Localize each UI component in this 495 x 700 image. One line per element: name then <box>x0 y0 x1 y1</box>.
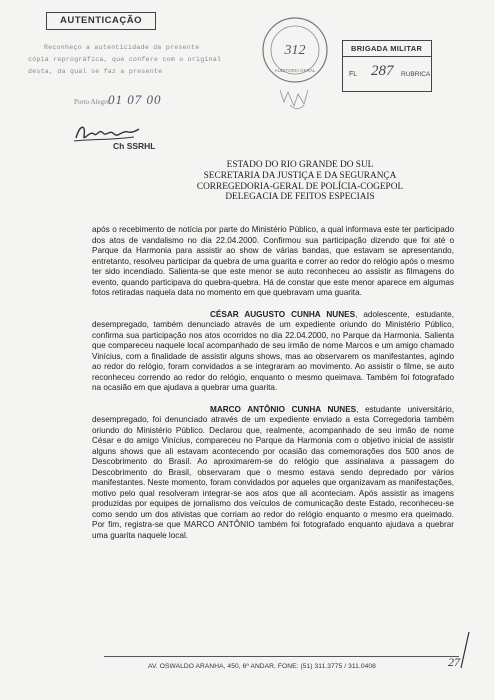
person-name: CÉSAR AUGUSTO CUNHA NUNES <box>210 309 356 319</box>
paragraph-1: após o recebimento de notícia por parte do Ministério Público, a qual informava este ter participado dos atos de vandalismo no dia 22.04.2000. Confirmou sua participação dizendo que foi até o Parque da Harmonia para assistir ao show de várias bandas, que estavam se apresentando, entretanto, resolveu participar da quebra de uma guarita e correr ao redor do relógio após o mesmo ter sido incendiado. Salienta-se que este menor se auto reconheceu ao assistir as filmagens do evento, quando participava do quebra-quebra. Há de constar que este menor aparece em algumas fotos retiradas naquela data no momento em que quebravam uma guarita. <box>92 225 454 297</box>
seal-text: AUDITORIA GERAL <box>274 68 316 73</box>
brigada-fl-label: FL <box>349 71 358 78</box>
header-secretariat: SECRETARIA DA JUSTIÇA E DA SEGURANÇA <box>203 170 397 181</box>
brigada-fl-number: 287 <box>371 63 394 79</box>
authentication-date-label: Porto Alegre, <box>74 98 112 106</box>
header-corregedoria: CORREGEDORIA-GERAL DE POLÍCIA-COGEPOL <box>196 181 404 192</box>
brigada-stamp-row <box>343 57 431 91</box>
page-number: 27 <box>448 655 460 669</box>
brigada-rubrica-label: RUBRICA <box>401 71 431 78</box>
footer-address: AV. OSWALDO ARANHA, 450, 6º ANDAR, FONE: (51) 311.3775 / 311.0408 <box>148 663 376 670</box>
authentication-officer: Ch SSRHL <box>113 141 156 151</box>
document-body <box>92 225 454 551</box>
official-seal-icon <box>250 10 340 120</box>
authentication-stamp-title: AUTENTICAÇÃO <box>46 12 156 30</box>
authentication-date: 01 07 00 <box>108 92 162 107</box>
paragraph-3-text: , estudante universitário, desempregado, foi denunciado através de um expediente enviado a esta Corregedoria também oriundo do Ministério Público. Declarou que, realmente, acompanhado de seu irmão de nome César e do amigo Vinícius, compareceu no Parque da Harmonia com o objetivo inicial de assistir alguns shows que ali estavam acontecendo por ocasião das comemorações dos 500 anos de Descobrimento do Brasil. Ao aproximarem-se do relógio que assinalava a passagem do Descobrimento do Brasil, observaram que o mesmo estava sendo depredado por vários manifestantes. Neste momento, foram convidados por aqueles que organizavam as manifestações, motivo pelo qual resolveram integrar-se aos atos que ali aconteciam. Após assistir as imagens produzidas por equipes de jornalismo dos veículos de comunicação deste Estado, reconheceu-se como sendo um dos ativistas que corriam ao redor do relógio enquanto o mesmo era queimado. Por fim, registra-se que MARCO ANTÔNIO também foi fotografado enquanto ajudava a quebrar uma guarita naquele local. <box>92 404 454 540</box>
person-name: MARCO ANTÔNIO CUNHA NUNES <box>210 404 357 414</box>
brigada-militar-stamp <box>342 40 432 92</box>
authentication-stamp <box>28 12 222 151</box>
header-state: ESTADO DO RIO GRANDE DO SUL <box>226 160 374 170</box>
paragraph-3 <box>92 405 454 542</box>
authentication-stamp-line: cópia reprográfica, que confere com o original <box>28 56 222 63</box>
paragraph-2 <box>92 310 454 394</box>
document-header <box>150 160 450 203</box>
header-delegacia: DELEGACIA DE FEITOS ESPECIAIS <box>225 192 375 203</box>
footer-divider <box>104 656 459 657</box>
paragraph-2-text: , adolescente, estudante, desempregado, também denunciado através de um expediente oriundo do Ministério Público, confirma sua participação nos atos ocorridos no dia 22.04.2000, no Parque da Harmonia. Salienta que compareceu naquele local acompanhado de seu irmão de nome Marcos e um amigo chamado Vinícius, com a finalidade de assistir alguns shows, mas ao observarem os manifestantes, agindo ao redor do relógio, foram convidados a se integraram ao movimento. Ao assistir o filme, se auto reconheceu correndo ao redor do relógio, enquanto o mesmo queimava. Também foi fotografado na ocasião em que ajudava a quebrar uma guarita. <box>92 309 454 392</box>
authentication-stamp-line: Reconheço a autenticidade da presente <box>44 44 200 51</box>
brigada-stamp-title: BRIGADA MILITAR <box>343 41 431 57</box>
seal-number: 312 <box>284 43 306 58</box>
authentication-stamp-line: desta, da qual se faz a presente <box>28 68 163 75</box>
